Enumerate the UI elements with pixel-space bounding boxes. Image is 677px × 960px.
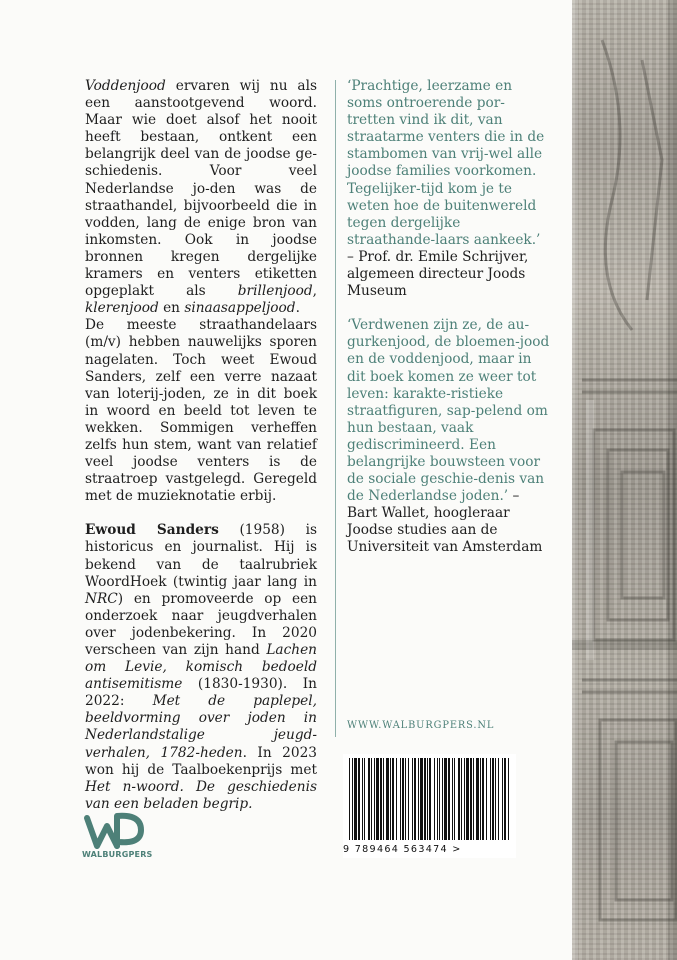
barcode-bar xyxy=(390,758,391,840)
barcode-bar xyxy=(458,758,460,840)
barcode-bar xyxy=(349,758,350,840)
barcode-bar xyxy=(364,758,365,840)
barcode-bar xyxy=(368,758,370,840)
quote-1-attribution: – Prof. dr. Emile Schrijver, algemeen directeur Joods Museum xyxy=(347,248,529,300)
blurb-paragraph-2: De meeste straathandelaars (m/v) hebben nauwelijks sporen nagelaten. Toch weet Ewoud Sanders, zelf een verre nazaat van loterij-joden, ze in dit boek in woord en beeld tot leven te wekken. Sommigen verheffen zelfs hun stem, want van relatief veel joodse venters is de straatroep vastgelegd. Geregeld met de muzieknotatie erbij. xyxy=(85,317,317,505)
barcode-bar xyxy=(439,758,440,840)
barcode-bar xyxy=(429,758,431,840)
barcode-bar xyxy=(383,758,384,840)
barcode-bar xyxy=(508,758,509,840)
barcode-bar xyxy=(482,758,484,840)
barcode-bar xyxy=(427,758,428,840)
barcode-bar xyxy=(495,758,496,840)
barcode-bar xyxy=(380,758,382,840)
barcode-bar xyxy=(392,758,394,840)
quote-2-attribution: – Bart Wallet, hoogleraar Joodse studies aan de Universiteit van Amsterdam xyxy=(347,488,543,556)
barcode-bar xyxy=(437,758,438,840)
barcode-bar xyxy=(362,758,363,840)
blurb-column xyxy=(85,78,317,813)
barcode-bar xyxy=(448,758,450,840)
barcode-bars xyxy=(347,758,512,842)
barcode-bar xyxy=(352,758,353,840)
barcode-bar xyxy=(424,758,426,840)
barcode-bar xyxy=(498,758,499,840)
barcode-bar xyxy=(442,758,443,840)
barcode-bar xyxy=(490,758,491,840)
barcode-bar xyxy=(461,758,462,840)
cover-photo-strip xyxy=(572,0,677,960)
barcode-bar xyxy=(354,758,357,840)
review-quote-2: ‘Verdwenen zijn ze, de au-gurkenjood, de bloemen-jood en de voddenjood, maar in dit boek komen ze weer tot leven: karakte-ristieke straatfiguren, sap-pelend om hun bestaan, vaak gediscrimineerd. Een belangrijke bouwsteen voor de sociale geschie-denis van de Nederlandse joden.’ – Bart Wallet, hoogleraar Joodse studies aan de Universiteit van Amsterdam xyxy=(347,317,550,556)
barcode-bar xyxy=(402,758,404,840)
barcode-bar xyxy=(486,758,487,840)
barcode-bar xyxy=(480,758,481,840)
column-divider xyxy=(335,80,336,737)
barcode-bar xyxy=(420,758,423,840)
barcode-bar xyxy=(470,758,472,840)
barcode-bar xyxy=(476,758,479,840)
barcode-bar xyxy=(492,758,494,840)
barcode-bar xyxy=(502,758,503,840)
quotes-column xyxy=(347,78,550,557)
isbn-digits: 9 789464 563474 > xyxy=(343,844,462,855)
barcode-bar xyxy=(396,758,397,840)
barcode-bar xyxy=(414,758,416,840)
review-quote-1: ‘Prachtige, leerzame en soms ontroerende por-tretten vind ik dit, van straatarme venters die in de stambomen van vrij-wel alle joodse families voorkomen. Tegelijker-tijd kom je te weten hoe de buitenwereld tegen dergelijke straathande-laars aankeek.’ – Prof. dr. Emile Schrijver, algemeen directeur Joods Museum xyxy=(347,78,545,300)
publisher-name: WALBURGPERS xyxy=(82,850,153,859)
barcode-bar xyxy=(504,758,506,840)
barcode-bar xyxy=(418,758,419,840)
barcode-bar xyxy=(473,758,474,840)
barcode-bar xyxy=(358,758,360,840)
barcode-bar xyxy=(386,758,389,840)
author-bio: Ewoud Sanders (1958) is historicus en journalist. Hij is bekend van de taalrubriek WoordHoek (twintig jaar lang in NRC) en promoveerde op een onderzoek naar jeugdverhalen over jodenbekering. In 2020 verscheen van zijn hand Lachen om Levie, komisch bedoeld antisemitisme (1830-1930). In 2022: Met de paplepel, beeldvorming over joden in Nederlandstalige jeugd-verhalen, 1782-heden. In 2023 won hij de Taalboekenprijs met Het n-woord. De geschiedenis van een beladen begrip. xyxy=(85,522,318,812)
barcode-bar xyxy=(376,758,379,840)
isbn-barcode xyxy=(343,754,516,858)
publisher-website[interactable]: WWW.WALBURGPERS.NL xyxy=(347,720,495,731)
barcode-bar xyxy=(405,758,406,840)
blurb-paragraph-1: Voddenjood ervaren wij nu als een aanstootgevend woord. Maar wie doet alsof het nooit heeft bestaan, ontkent een belangrijk deel van de joodse ge-schiedenis. Voor veel Nederlandse jo-den was de straathandel, bijvoorbeeld die in vodden, lang de enige bron van inkomsten. Ook in joodse bronnen kregen dergelijke kramers en venters etiketten opgeplakt als brillenjood, klerenjood en sinaasappeljood. xyxy=(85,78,317,317)
barcode-bar xyxy=(400,758,401,840)
barcode-bar xyxy=(444,758,447,840)
ornamental-facade-graphic xyxy=(572,0,677,960)
barcode-bar xyxy=(464,758,465,840)
barcode-bar xyxy=(374,758,375,840)
barcode-bar xyxy=(408,758,409,840)
barcode-bar xyxy=(434,758,435,840)
barcode-bar xyxy=(452,758,453,840)
barcode-bar xyxy=(454,758,455,840)
barcode-bar xyxy=(412,758,413,840)
barcode-bar xyxy=(371,758,372,840)
barcode-bar xyxy=(466,758,469,840)
